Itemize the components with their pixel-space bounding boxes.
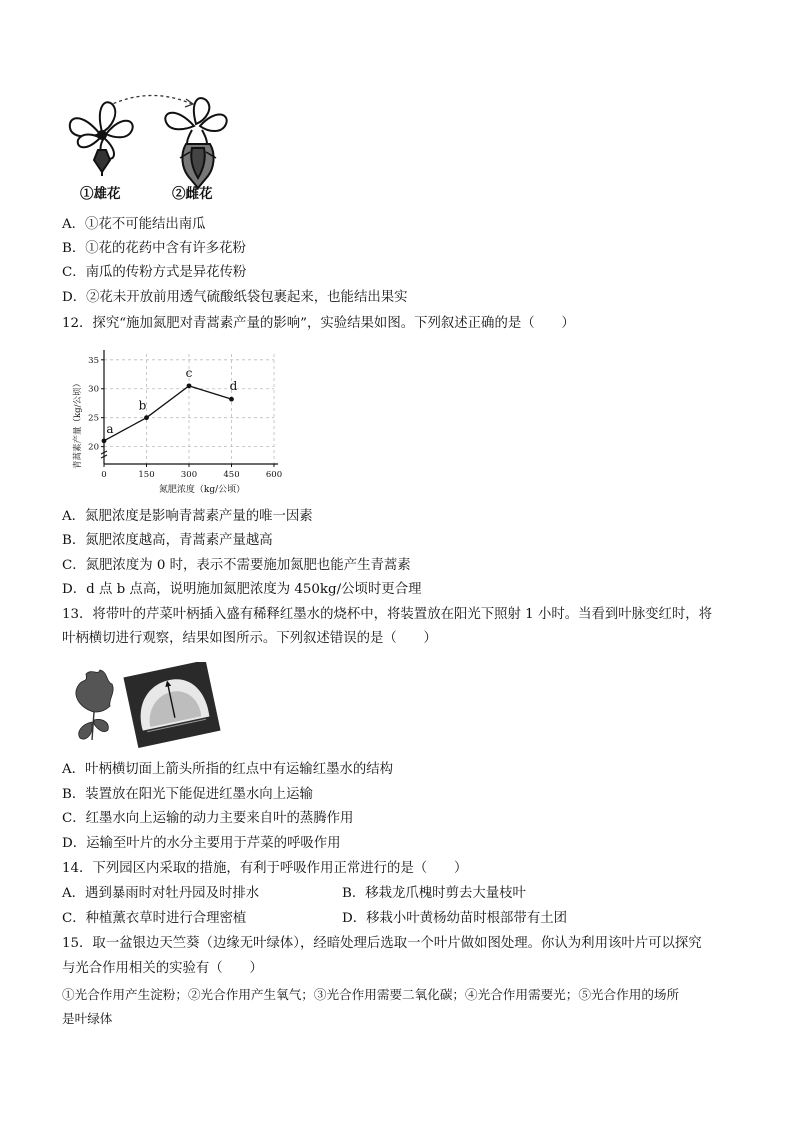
- q15-items-line-2: 是叶绿体: [62, 1011, 113, 1026]
- q12-option-a: A．氮肥浓度是影响青蒿素产量的唯一因素: [62, 509, 313, 524]
- x-tick-label: 0: [101, 470, 107, 480]
- q14-option-d: D．移栽小叶黄杨幼苗时根部带有土团: [342, 911, 567, 926]
- data-point: [229, 397, 234, 402]
- x-tick-label: 450: [223, 470, 240, 480]
- male-flower-label: ①雄花: [80, 186, 121, 202]
- x-tick-label: 300: [180, 470, 198, 480]
- female-flower-label: ②雌花: [172, 186, 213, 202]
- q12-stem: 12．探究“施加氮肥对青蒿素产量的影响”，实验结果如图。下列叙述正确的是（ ）: [62, 316, 575, 331]
- petiole-cross-section-image: [123, 662, 220, 748]
- celery-leaf-icon: [76, 670, 113, 740]
- female-flower-icon: [165, 98, 226, 188]
- q13-option-b: B．装置放在阳光下能促进红墨水向上运输: [62, 787, 313, 802]
- q15-stem-line-1: 15．取一盆银边天竺葵（边缘无叶绿体），经暗处理后选取一个叶片做如图处理。你认为利用该叶片可以探究: [62, 936, 702, 951]
- x-tick-label: 600: [265, 470, 283, 480]
- y-tick-label: 25: [88, 413, 99, 424]
- point-label: a: [106, 421, 114, 436]
- male-flower-icon: [70, 102, 133, 176]
- q11-option-b: B．①花的花药中含有许多花粉: [62, 241, 246, 256]
- q12-option-d: D．d 点 b 点高，说明施加氮肥浓度为 450kg/公顷时更合理: [62, 582, 422, 597]
- y-tick-label: 35: [88, 355, 99, 366]
- q15-items-line-1: ①光合作用产生淀粉；②光合作用产生氧气；③光合作用需要二氧化碳；④光合作用需要光；⑤光合作用的场所: [62, 987, 680, 1002]
- q13-option-c: C．红墨水向上运输的动力主要来自叶的蒸腾作用: [62, 811, 354, 826]
- q12-option-b: B．氮肥浓度越高，青蒿素产量越高: [62, 533, 273, 548]
- x-tick-label: 150: [138, 470, 155, 480]
- data-point: [102, 438, 107, 443]
- q13-option-a: A．叶柄横切面上箭头所指的红点中有运输红墨水的结构: [62, 762, 394, 777]
- q13-stem-line-2: 叶柄横切进行观察，结果如图所示。下列叙述错误的是（ ）: [62, 631, 437, 646]
- q14-stem: 14．下列园区内采取的措施，有利于呼吸作用正常进行的是（ ）: [62, 861, 468, 876]
- y-axis-label: 青蒿素产量（kg/公顷）: [73, 379, 83, 469]
- point-label: c: [185, 365, 193, 380]
- y-tick-label: 20: [88, 442, 99, 453]
- q13-option-d: D．运输至叶片的水分主要用于芹菜的呼吸作用: [62, 836, 341, 851]
- celery-figure: [62, 662, 222, 750]
- q15-stem-line-2: 与光合作用相关的实验有（ ）: [62, 961, 263, 976]
- y-tick-label: 30: [88, 384, 99, 395]
- q11-option-d: D．②花未开放前用透气硫酸纸袋包裹起来，也能结出果实: [62, 290, 408, 305]
- flower-figure: [60, 92, 240, 204]
- series-line: [104, 386, 232, 441]
- q14-option-a: A．遇到暴雨时对牡丹园及时排水: [62, 886, 260, 901]
- q11-option-c: C．南瓜的传粉方式是异花传粉: [62, 265, 247, 280]
- data-point: [144, 415, 149, 420]
- point-label: b: [138, 398, 147, 413]
- point-label: d: [229, 379, 238, 394]
- q14-option-c: C．种植薰衣草时进行合理密植: [62, 911, 247, 926]
- q13-stem-line-1: 13．将带叶的芹菜叶柄插入盛有稀释红墨水的烧杯中，将装置放在阳光下照射 1 小时。当看到叶脉变红时，将: [62, 607, 713, 622]
- data-point: [187, 383, 192, 388]
- nitrogen-chart: [62, 346, 302, 498]
- q12-option-c: C．氮肥浓度为 0 时，表示不需要施加氮肥也能产生青蒿素: [62, 558, 411, 573]
- q14-option-b: B．移栽龙爪槐时剪去大量枝叶: [342, 886, 526, 901]
- x-axis-label: 氮肥浓度（kg/公顷）: [158, 485, 246, 495]
- q11-option-a: A．①花不可能结出南瓜: [62, 217, 206, 232]
